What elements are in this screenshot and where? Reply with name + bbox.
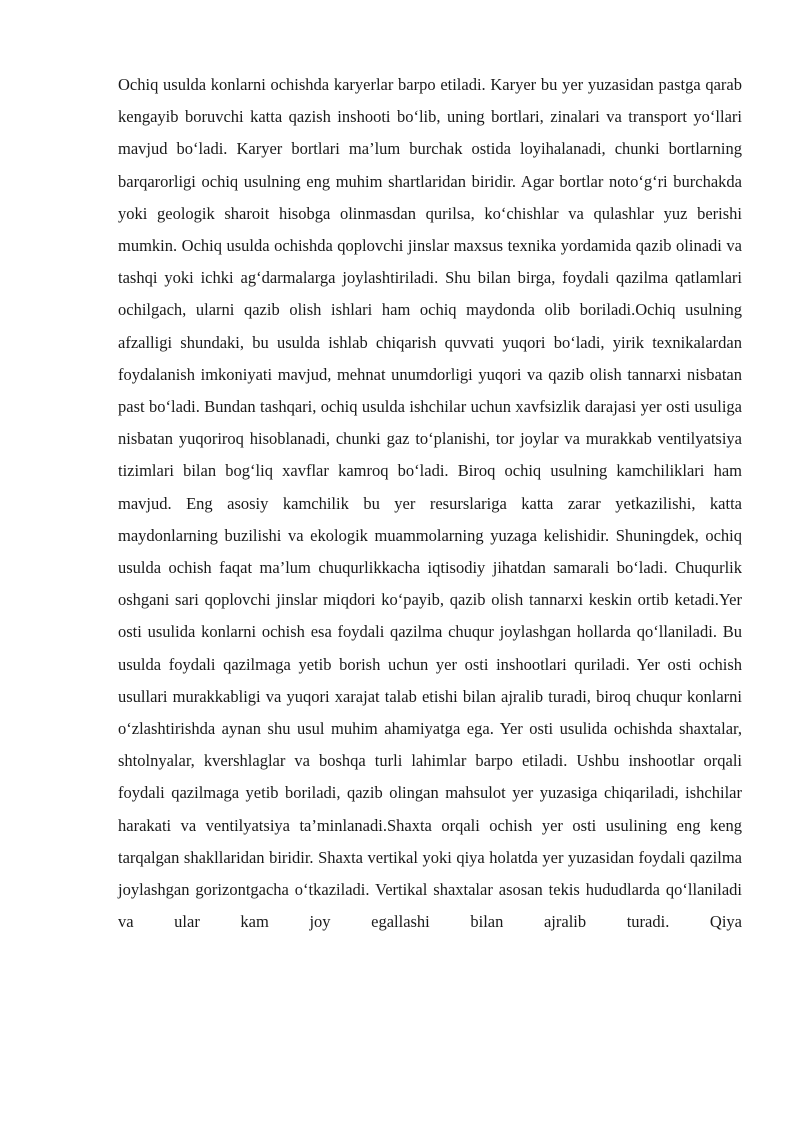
body-paragraph: Ochiq usulda konlarni ochishda karyerlar barpo etiladi. Karyer bu yer yuzasidan pastga qarab kengayib boruvchi katta qazish inshooti bo‘lib, uning bortlari, zinalari va transport yo‘llari mavjud bo‘ladi. Karyer bortlari ma’lum burchak ostida loyihalanadi, chunki bortlarning barqarorligi ochiq usulning eng muhim shartlaridan biridir. Agar bortlar noto‘g‘ri burchakda yoki geologik sharoit hisobga olinmasdan qurilsa, ko‘chishlar va qulashlar yuz berishi mumkin. Ochiq usulda ochishda qoplovchi jinslar maxsus texnika yordamida qazib olinadi va tashqi yoki ichki ag‘darmalarga joylashtiriladi. Shu bilan birga, foydali qazilma qatlamlari ochilgach, ularni qazib olish ishlari ham ochiq maydonda olib boriladi.Ochiq usulning afzalligi shundaki, bu usulda ishlab chiqarish quvvati yuqori bo‘ladi, yirik texnikalardan foydalanish imkoniyati mavjud, mehnat unumdorligi yuqori va qazib olish tannarxi nisbatan past bo‘ladi. Bundan tashqari, ochiq usulda ishchilar uchun xavfsizlik darajasi yer osti usuliga nisbatan yuqoriroq hisoblanadi, chunki gaz to‘planishi, tor joylar va murakkab ventilyatsiya tizimlari bilan bog‘liq xavflar kamroq bo‘ladi. Biroq ochiq usulning kamchiliklari ham mavjud. Eng asosiy kamchilik bu yer resurslariga katta zarar yetkazilishi, katta maydonlarning buzilishi va ekologik muammolarning yuzaga kelishidir. Shuningdek, ochiq usulda ochish faqat ma’lum chuqurlikkacha iqtisodiy jihatdan samarali bo‘ladi. Chuqurlik oshgani sari qoplovchi jinslar miqdori ko‘payib, qazib olish tannarxi keskin ortib ketadi.Yer osti usulida konlarni ochish esa foydali qazilma chuqur joylashgan hollarda qo‘llaniladi. Bu usulda foydali qazilmaga yetib borish uchun yer osti inshootlari quriladi. Yer osti ochish usullari murakkabligi va yuqori xarajat talab etishi bilan ajralib turadi, biroq chuqur konlarni o‘zlashtirishda aynan shu usul muhim ahamiyatga ega. Yer osti usulida ochishda shaxtalar, shtolnyalar, kvershlaglar va boshqa turli lahimlar barpo etiladi. Ushbu inshootlar orqali foydali qazilmaga yetib boriladi, qazib olingan mahsulot yer yuzasiga chiqariladi, ishchilar harakati va ventilyatsiya ta’minlanadi.Shaxta orqali ochish yer osti usulining eng keng tarqalgan shakllaridan biridir. Shaxta vertikal yoki qiya holatda yer yuzasidan foydali qazilma joylashgan gorizontgacha o‘tkaziladi. Vertikal shaxtalar asosan tekis hududlarda qo‘llaniladi va ular kam joy egallashi bilan ajralib turadi. Qiya: [118, 75, 742, 932]
